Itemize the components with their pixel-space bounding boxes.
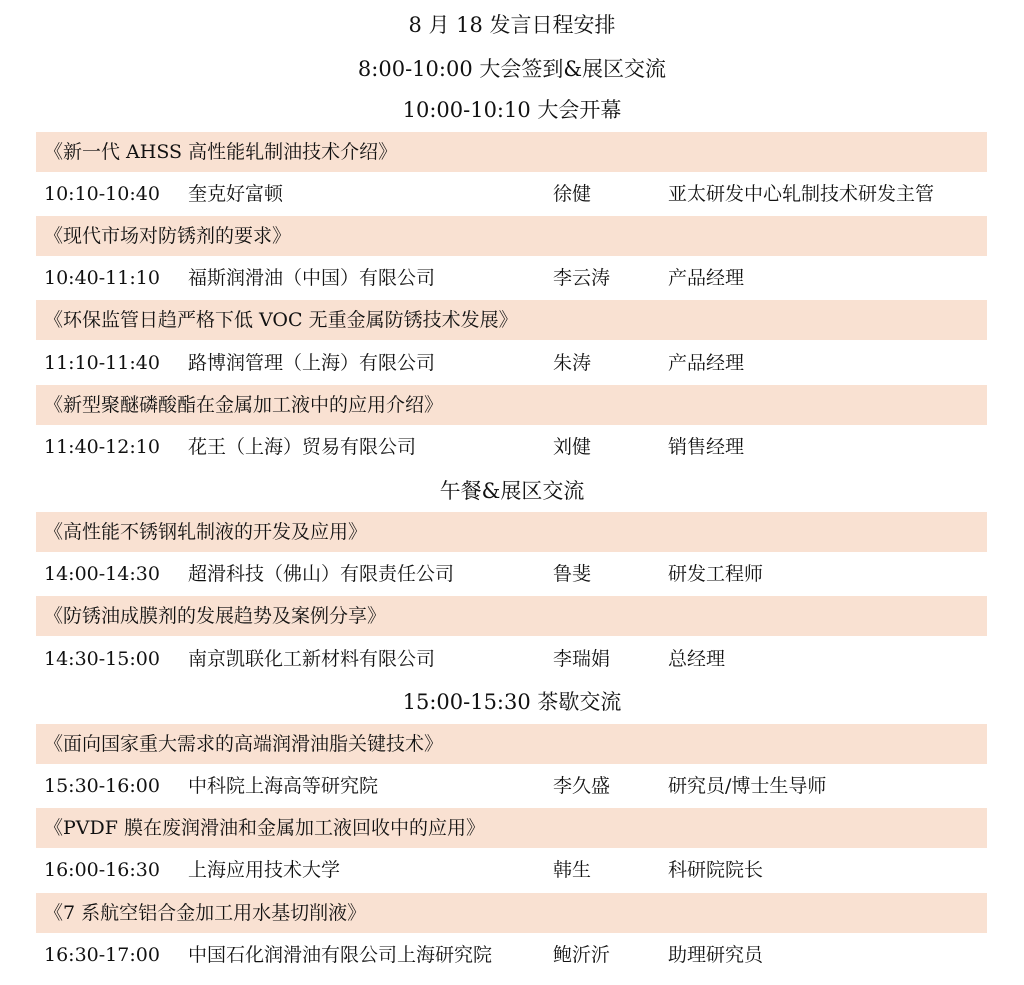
talk-organization: 花王（上海）贸易有限公司 (188, 436, 417, 458)
checkin-header: 8:00-10:00 大会签到&展区交流 (357, 57, 667, 81)
talk-title-band (36, 596, 987, 636)
talk-title-band (36, 512, 987, 552)
talk-title: 《防锈油成膜剂的发展趋势及案例分享》 (44, 605, 387, 627)
talk-time: 16:30-17:00 (44, 944, 160, 966)
talk-title-band (36, 132, 987, 172)
talk-organization: 福斯润滑油（中国）有限公司 (188, 267, 436, 289)
talk-speaker-role: 销售经理 (668, 436, 745, 458)
talk-title-band (36, 808, 987, 848)
talk-speaker: 刘健 (553, 436, 592, 458)
talk-speaker-role: 产品经理 (668, 352, 745, 374)
talk-speaker-role: 科研院院长 (668, 859, 764, 881)
talk-row (36, 554, 987, 594)
talk-organization: 中科院上海高等研究院 (188, 775, 379, 797)
schedule-title: 8 月 18 发言日程安排 (408, 13, 616, 37)
talk-speaker: 朱涛 (553, 352, 592, 374)
talk-speaker: 韩生 (553, 859, 592, 881)
talk-time: 15:30-16:00 (44, 775, 160, 797)
talk-organization: 中国石化润滑油有限公司上海研究院 (188, 944, 493, 966)
talk-title: 《7 系航空铝合金加工用水基切削液》 (44, 902, 367, 924)
talk-time: 14:30-15:00 (44, 648, 160, 670)
talk-organization: 超滑科技（佛山）有限责任公司 (188, 563, 455, 585)
talk-organization: 路博润管理（上海）有限公司 (188, 352, 436, 374)
talk-title: 《面向国家重大需求的高端润滑油脂关键技术》 (44, 733, 444, 755)
talk-time: 11:40-12:10 (44, 436, 160, 458)
talk-time: 14:00-14:30 (44, 563, 160, 585)
talk-row (36, 850, 987, 890)
talk-speaker-role: 亚太研发中心轧制技术研发主管 (668, 183, 935, 205)
talk-speaker: 李瑞娟 (553, 648, 611, 670)
talk-row (36, 174, 987, 214)
talk-time: 10:40-11:10 (44, 267, 160, 289)
lunch-header: 午餐&展区交流 (439, 479, 585, 503)
talk-title-band (36, 893, 987, 933)
talk-speaker: 李久盛 (553, 775, 611, 797)
talk-title-band (36, 724, 987, 764)
talk-row (36, 766, 987, 806)
talk-speaker: 徐健 (553, 183, 592, 205)
talk-time: 11:10-11:40 (44, 352, 160, 374)
talk-title: 《环保监管日趋严格下低 VOC 无重金属防锈技术发展》 (44, 309, 518, 331)
talk-row (36, 343, 987, 383)
talk-title: 《新型聚醚磷酸酯在金属加工液中的应用介绍》 (44, 394, 444, 416)
talk-speaker-role: 助理研究员 (668, 944, 764, 966)
talk-title-band (36, 385, 987, 425)
talk-speaker: 鲁斐 (553, 563, 592, 585)
talk-row (36, 258, 987, 298)
talk-row (36, 427, 987, 467)
talk-speaker-role: 研究员/博士生导师 (668, 775, 827, 797)
talk-organization: 南京凯联化工新材料有限公司 (188, 648, 436, 670)
talk-title: 《新一代 AHSS 高性能轧制油技术介绍》 (44, 141, 398, 163)
talk-row (36, 935, 987, 975)
talk-row (36, 639, 987, 679)
talk-speaker: 李云涛 (553, 267, 611, 289)
talk-title: 《现代市场对防锈剂的要求》 (44, 225, 292, 247)
talk-title: 《高性能不锈钢轧制液的开发及应用》 (44, 521, 368, 543)
talk-speaker: 鲍沂沂 (553, 944, 611, 966)
talk-title-band (36, 216, 987, 256)
talk-title: 《PVDF 膜在废润滑油和金属加工液回收中的应用》 (44, 817, 485, 839)
talk-time: 16:00-16:30 (44, 859, 160, 881)
talk-organization: 上海应用技术大学 (188, 859, 341, 881)
talk-title-band (36, 300, 987, 340)
tea-break-header: 15:00-15:30 茶歇交流 (402, 690, 622, 714)
opening-header: 10:00-10:10 大会开幕 (402, 98, 622, 122)
talk-speaker-role: 研发工程师 (668, 563, 764, 585)
talk-speaker-role: 总经理 (668, 648, 726, 670)
talk-organization: 奎克好富顿 (188, 183, 284, 205)
talk-speaker-role: 产品经理 (668, 267, 745, 289)
talk-time: 10:10-10:40 (44, 183, 160, 205)
